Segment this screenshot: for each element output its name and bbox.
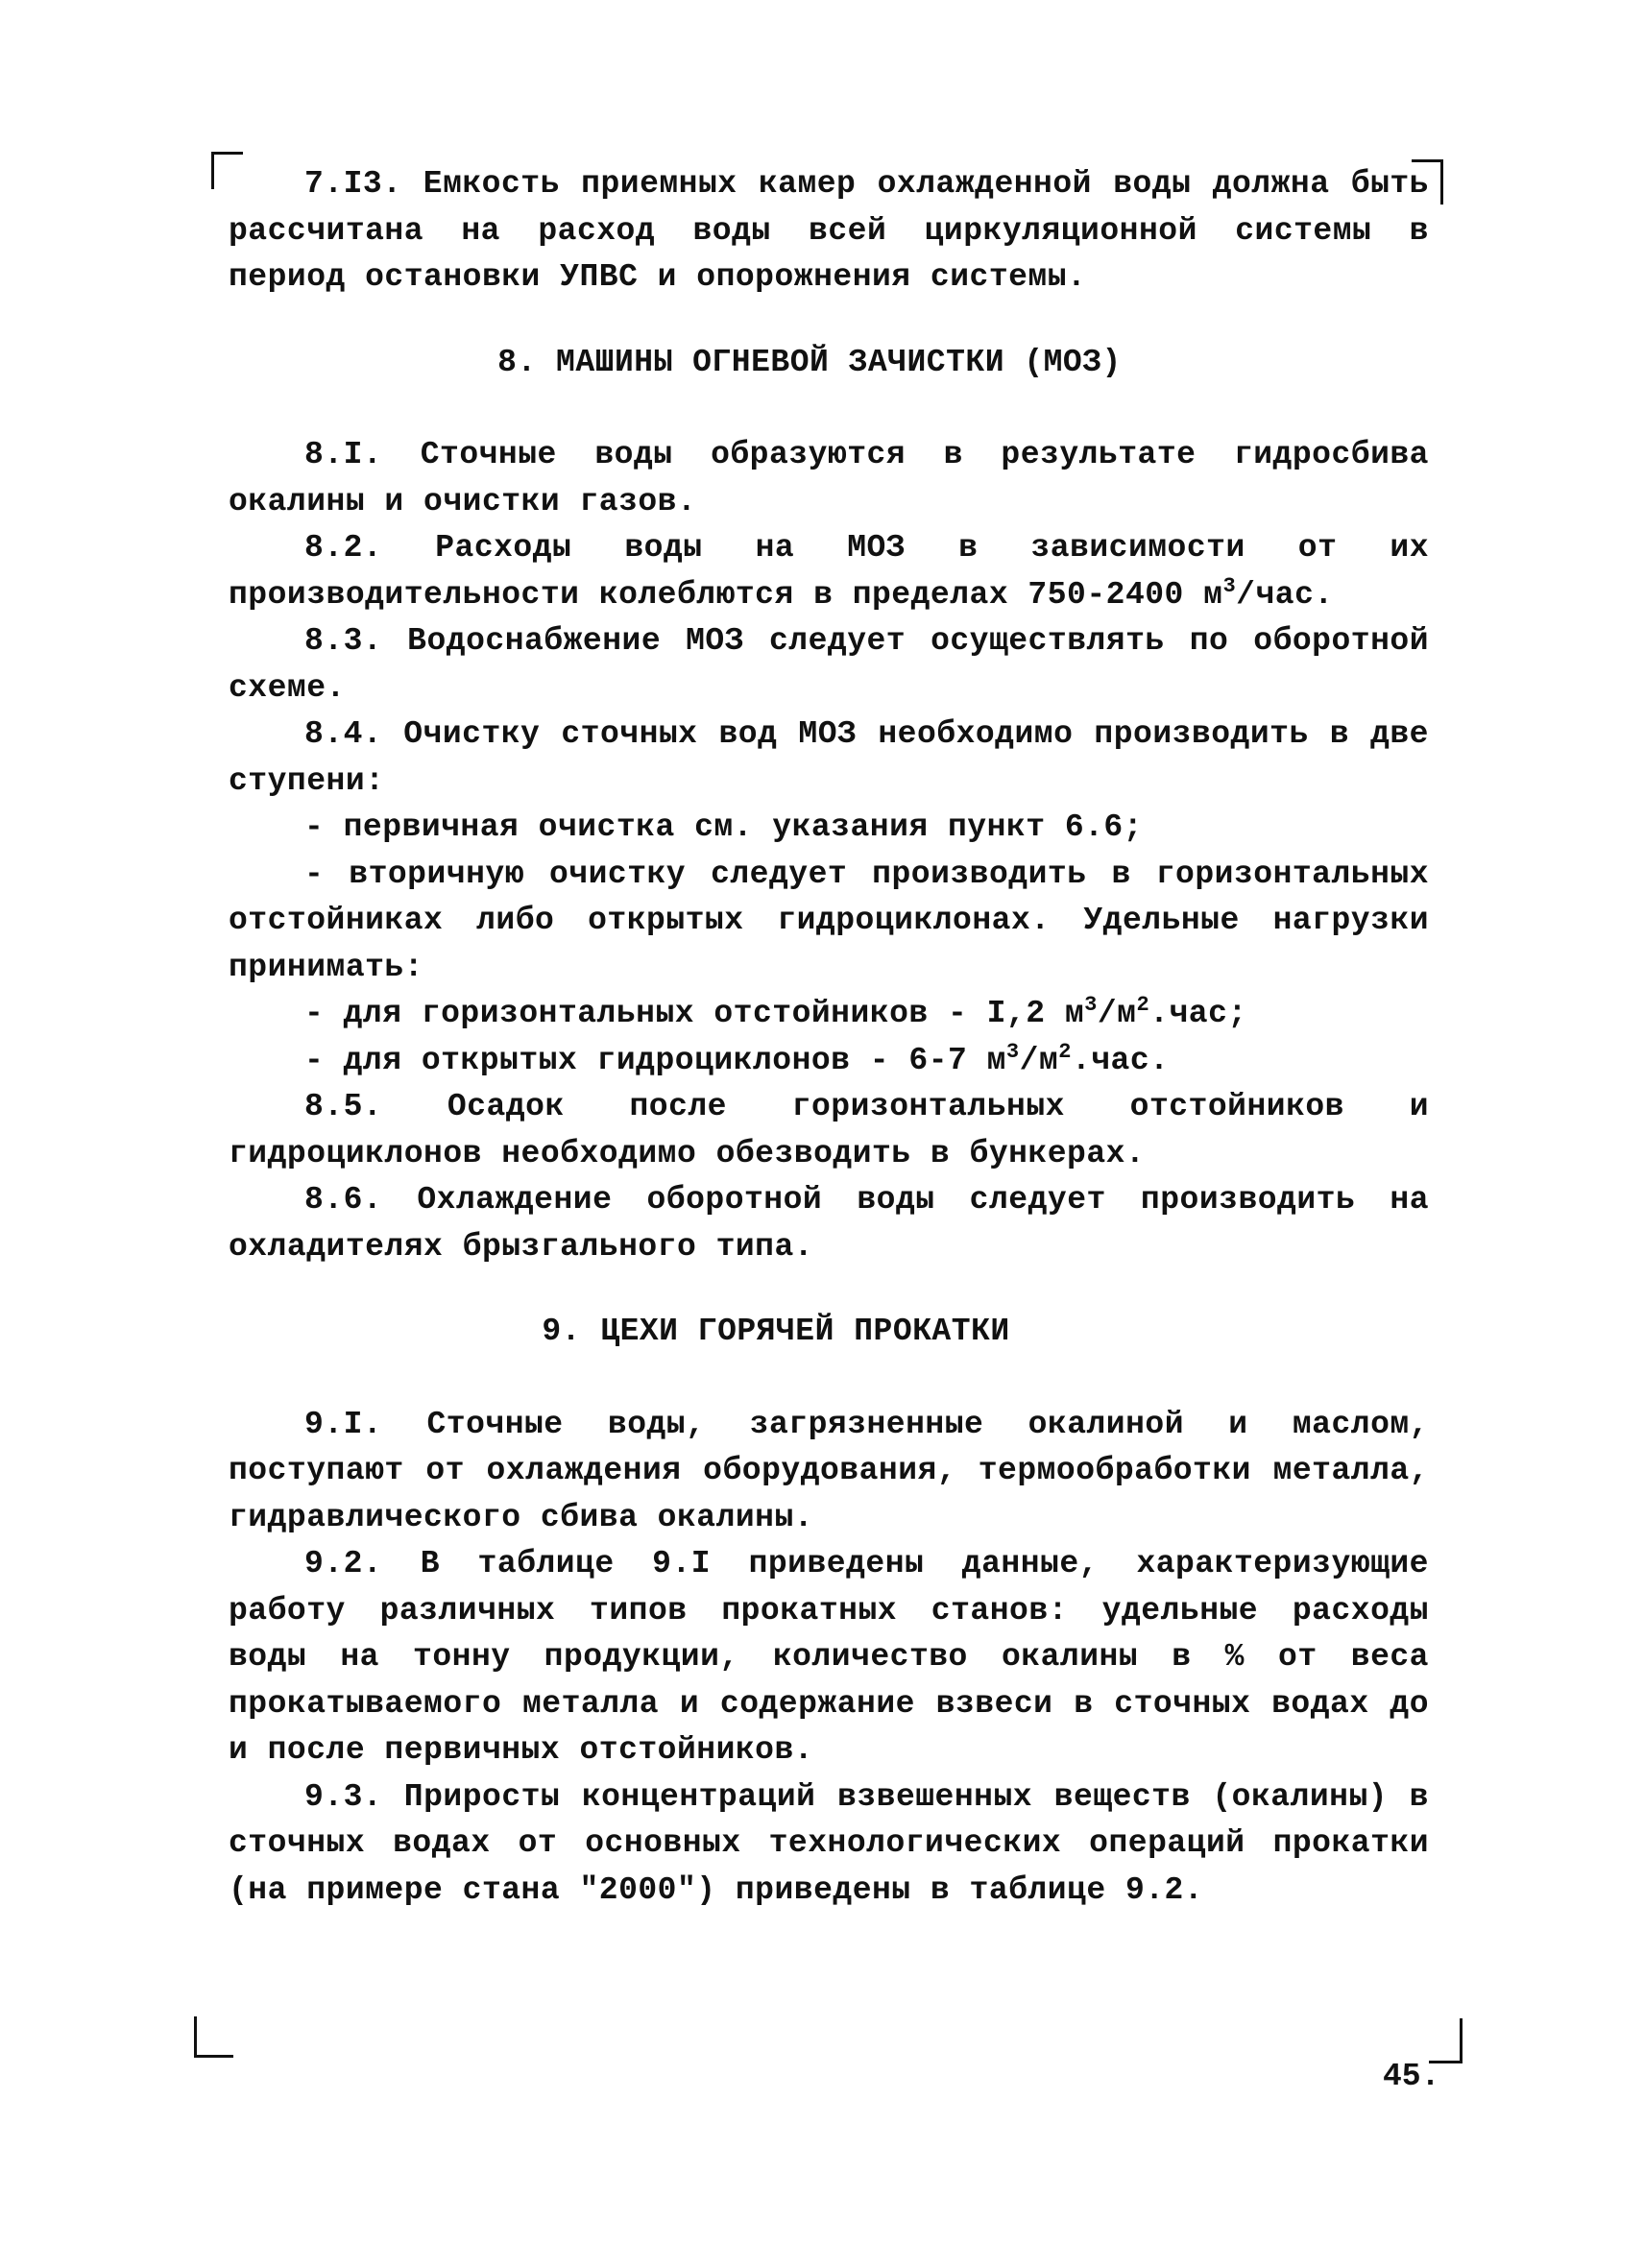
superscript: 3 bbox=[1005, 1039, 1020, 1064]
list-item-horizontal-settlers bbox=[229, 991, 1429, 1038]
paragraph-8-2-text: 8.2. Расходы воды на МОЗ в зависимости от их производительности колеблются в пределах 750-2400 м bbox=[229, 530, 1429, 613]
document-body bbox=[229, 161, 1429, 1914]
list-item-primary-cleaning: - первичная очистка см. указания пункт 6.6; bbox=[304, 809, 1144, 845]
list-item-text: - для открытых гидроциклонов - 6-7 м bbox=[304, 1042, 1006, 1078]
list-item-secondary-cleaning: - вторичную очистку следует производить в горизонтальных отстойниках либо открытых гидроциклонах. Удельные нагрузки принимать: bbox=[229, 856, 1429, 985]
superscript: 3 bbox=[1222, 573, 1237, 598]
list-item-open-hydrocyclones bbox=[229, 1038, 1429, 1085]
paragraph-7-13: 7.I3. Емкость приемных камер охлажденной воды должна быть рассчитана на расход воды всей циркуляционной системы в период остановки УПВС и опорожнения системы. bbox=[229, 166, 1429, 295]
paragraph-8-2 bbox=[229, 525, 1429, 618]
paragraph-8-2-unit: /час. bbox=[1236, 576, 1334, 613]
list-item-unit: /м bbox=[1097, 996, 1137, 1031]
paragraph-8-6: 8.6. Охлаждение оборотной воды следует производить на охладителях брызгального типа. bbox=[229, 1182, 1429, 1265]
list-item-unit: /м bbox=[1019, 1042, 1059, 1078]
list-item-text: - для горизонтальных отстойников - I,2 м bbox=[304, 996, 1085, 1031]
paragraph-9-2: 9.2. В таблице 9.I приведены данные, характеризующие работу различных типов прокатных станов: удельные расходы воды на тонну продукции, количество окалины в % от веса прокатываемого металла и содержание взвеси в сточных водах до и после первичных отстойников. bbox=[229, 1546, 1429, 1768]
paragraph-8-4: 8.4. Очистку сточных вод МОЗ необходимо производить в две ступени: bbox=[229, 716, 1429, 799]
paragraph-9-3: 9.3. Приросты концентраций взвешенных веществ (окалины) в сточных водах от основных технологических операций прокатки (на примере стана "2000") приведены в таблице 9.2. bbox=[229, 1778, 1429, 1908]
paragraph-8-3: 8.3. Водоснабжение МОЗ следует осуществлять по оборотной схеме. bbox=[229, 623, 1429, 706]
section-heading-9: 9. ЦЕХИ ГОРЯЧЕЙ ПРОКАТКИ bbox=[542, 1314, 1010, 1349]
superscript: 2 bbox=[1136, 993, 1150, 1017]
section-heading-8: 8. МАШИНЫ ОГНЕВОЙ ЗАЧИСТКИ (МОЗ) bbox=[497, 344, 1122, 380]
list-item-unit-end: .час; bbox=[1149, 996, 1247, 1031]
page-number: 45. bbox=[1383, 2059, 1440, 2094]
superscript: 3 bbox=[1084, 993, 1098, 1017]
paragraph-8-5: 8.5. Осадок после горизонтальных отстойников и гидроциклонов необходимо обезводить в бункерах. bbox=[229, 1089, 1429, 1171]
paragraph-8-1: 8.I. Сточные воды образуются в результате гидросбива окалины и очистки газов. bbox=[229, 437, 1429, 519]
superscript: 2 bbox=[1058, 1039, 1072, 1064]
corner-mark-bottom-left bbox=[194, 2016, 233, 2058]
corner-mark-bottom-right bbox=[1429, 2018, 1463, 2063]
paragraph-9-1: 9.I. Сточные воды, загрязненные окалиной и маслом, поступают от охлаждения оборудования, термообработки металла, гидравлического сбива окалины. bbox=[229, 1406, 1429, 1535]
list-item-unit-end: .час. bbox=[1071, 1042, 1170, 1078]
